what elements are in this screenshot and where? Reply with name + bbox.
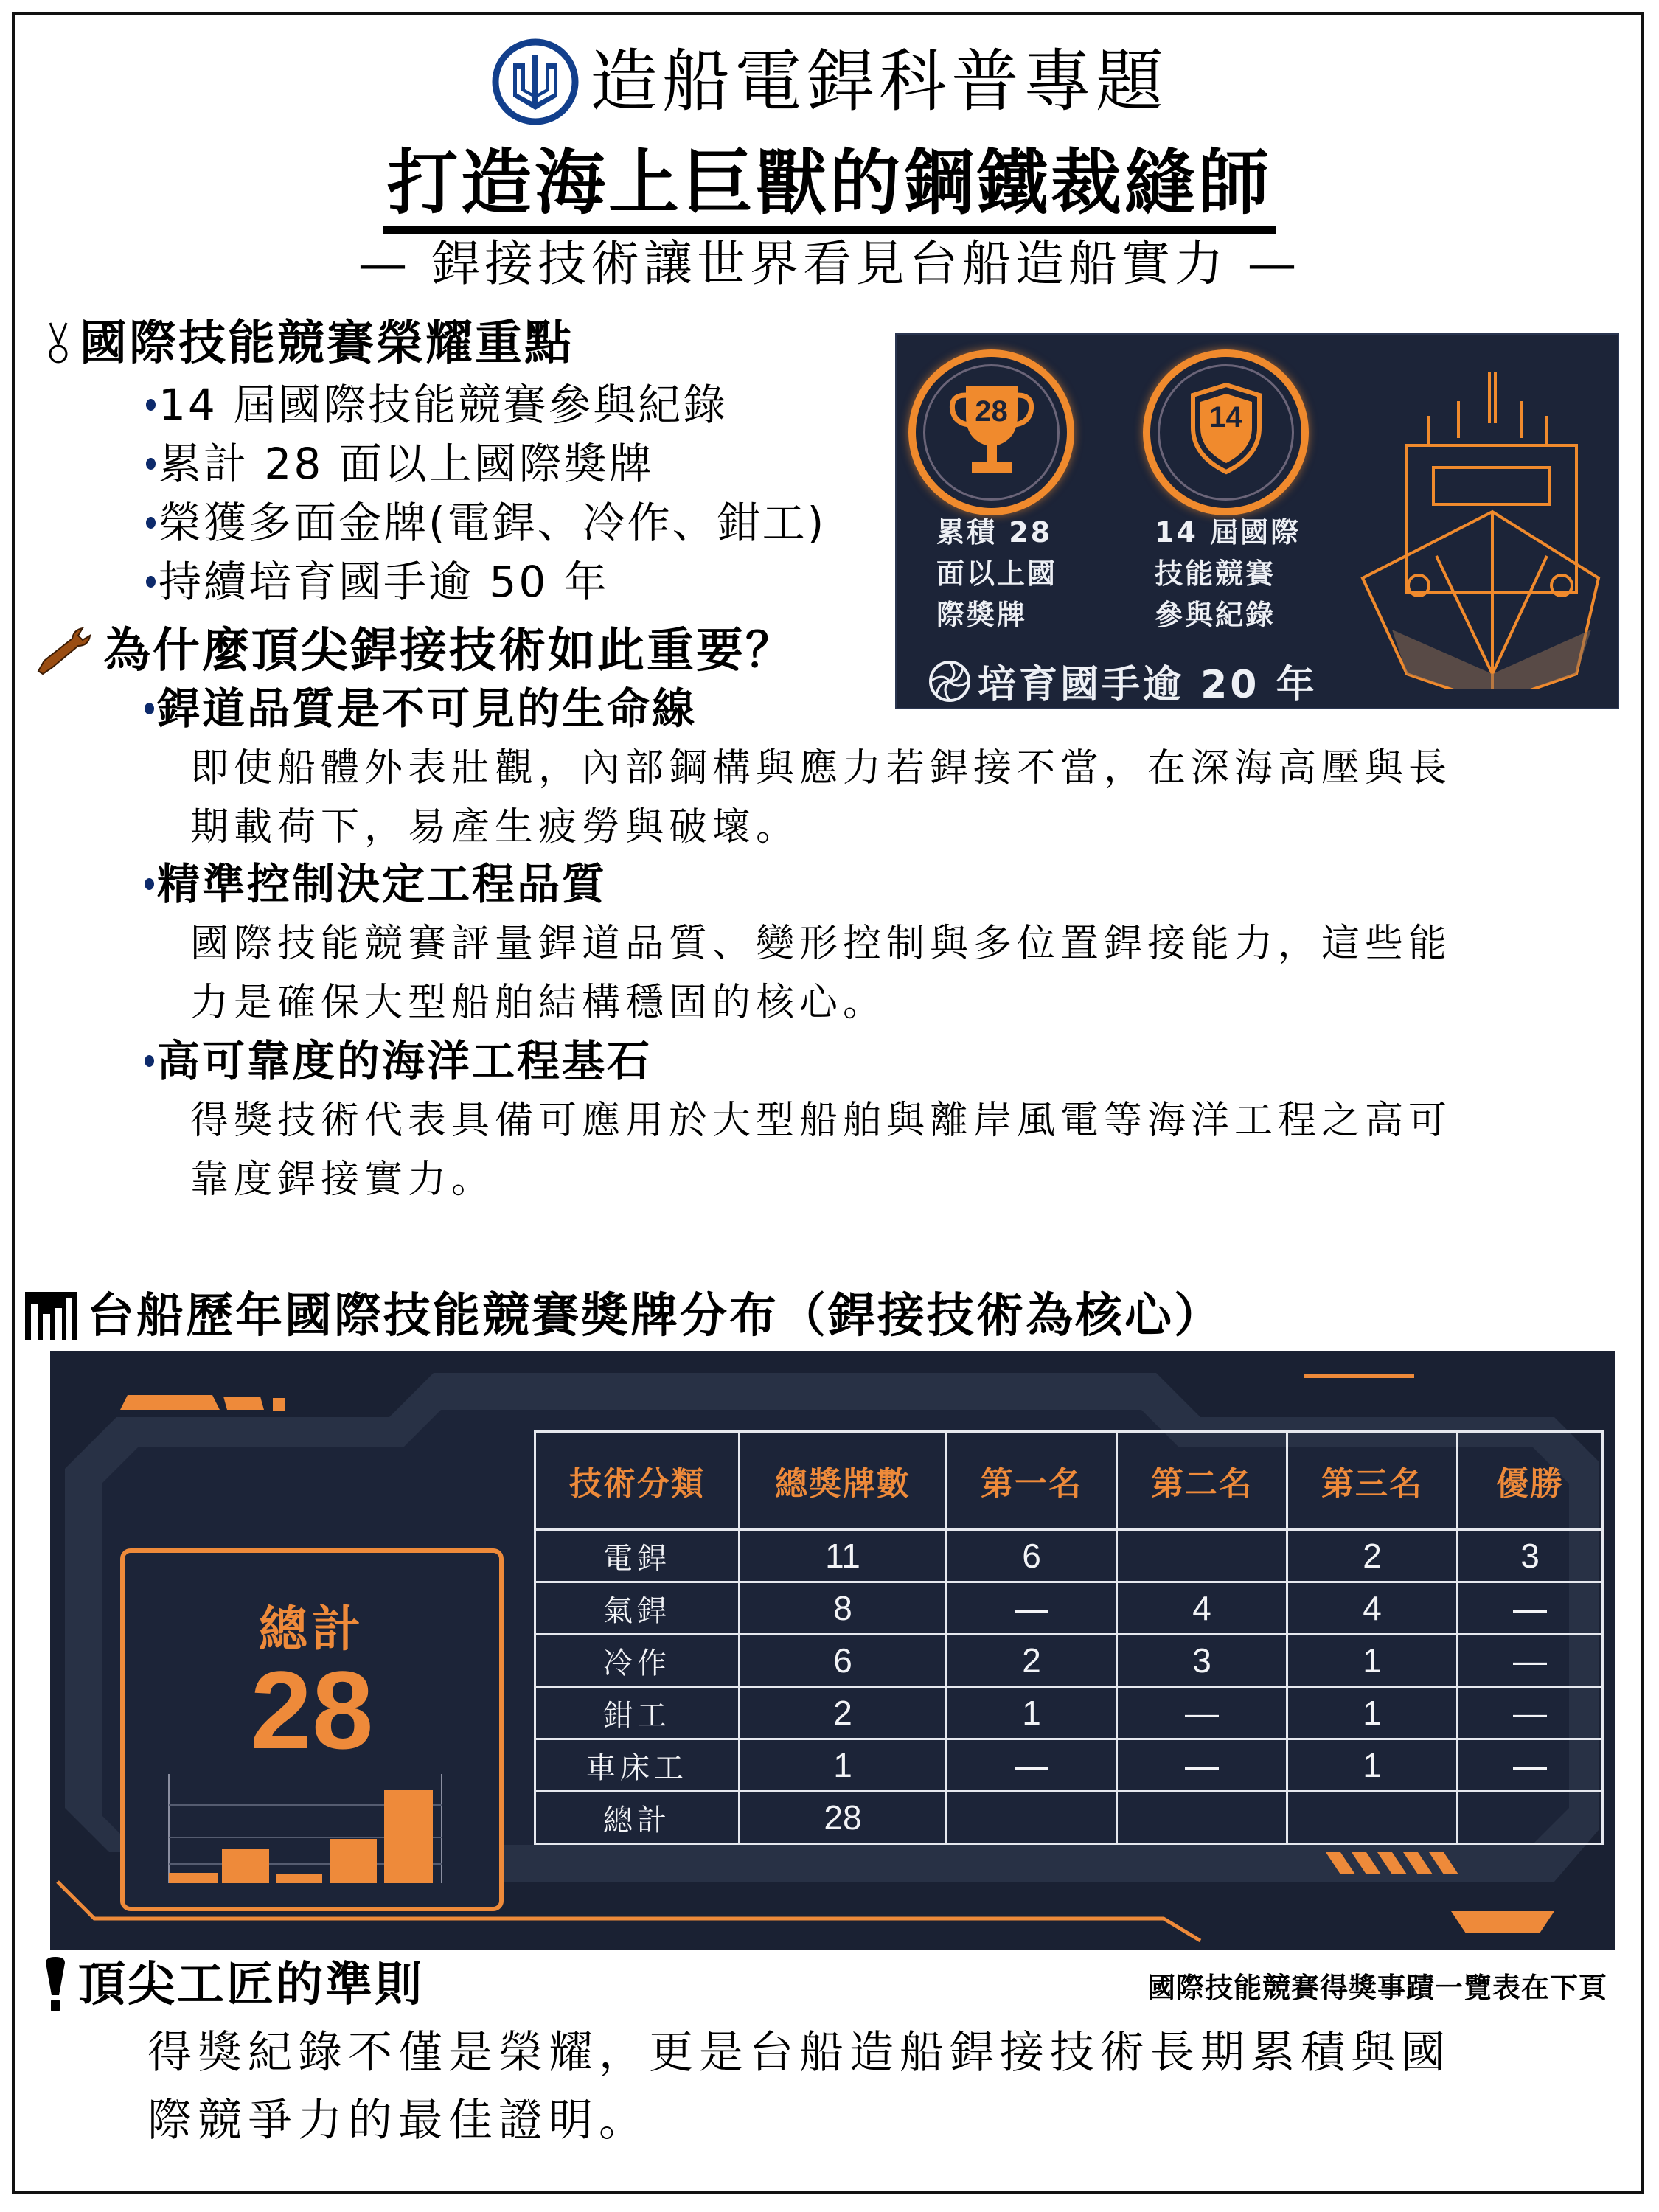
shield-badge	[1143, 349, 1309, 515]
series-title: 造船電銲科普專題	[589, 42, 1168, 121]
table-row: 車床工 1 — — 1 —	[535, 1739, 1603, 1792]
bullet-dot	[146, 517, 156, 529]
honors-bullet: 14 屆國際技能競賽參與紀錄	[146, 383, 728, 426]
bullet-dot	[146, 399, 156, 411]
mini-bar-chart	[167, 1774, 462, 1885]
aperture-icon	[928, 659, 972, 703]
series-header	[0, 34, 1659, 130]
column-header: 第三名	[1287, 1432, 1458, 1530]
company-logo-icon	[491, 38, 580, 126]
honors-bullet: 累計 28 面以上國際獎牌	[146, 442, 654, 485]
shield-caption: 14 屆國際 技能競賽 參與紀錄	[1155, 516, 1301, 631]
why-item-title: 精準控制決定工程品質	[145, 863, 607, 905]
column-header: 優勝	[1458, 1432, 1603, 1530]
medal-dashboard	[50, 1351, 1615, 1950]
bullet-dot	[145, 1055, 154, 1067]
trophy-caption: 累積 28 面以上國 際獎牌	[936, 516, 1058, 631]
shield-number: 14	[1209, 401, 1242, 434]
bullet-dot	[145, 878, 154, 890]
bullet-dot	[146, 576, 156, 588]
bar-chart-icon	[25, 1292, 77, 1340]
infographic-footer: 培育國手逾 20 年	[928, 653, 1318, 709]
table-header-row	[535, 1432, 1603, 1530]
table-row: 電銲 11 6 2 3	[535, 1530, 1603, 1582]
exclamation-icon	[43, 1957, 68, 2013]
why-item-body: 即使船體外表壯觀，內部鋼構與應力若銲接不當，在深海高壓與長 期載荷下，易產生疲勞與破壞。	[190, 746, 1453, 849]
column-header: 技術分類	[535, 1432, 740, 1530]
table-total-row: 總計 28	[535, 1792, 1603, 1844]
subtitle: — 銲接技術讓世界看見台船造船實力 —	[358, 235, 1301, 292]
medals-heading: 台船歷年國際技能競賽獎牌分布（銲接技術為核心）	[25, 1292, 1223, 1340]
why-item-title: 銲道品質是不可見的生命線	[145, 687, 697, 730]
trophy-icon	[944, 379, 1040, 490]
next-page-note: 國際技能競賽得獎事蹟一覽表在下頁	[1147, 1972, 1607, 2004]
why-item-title: 高可靠度的海洋工程基石	[145, 1040, 652, 1082]
honors-infographic	[895, 333, 1619, 709]
honors-bullet: 持續培育國手逾 50 年	[146, 560, 609, 603]
trophy-badge	[908, 349, 1074, 515]
bullet-dot	[145, 703, 154, 714]
table-row: 鉗工 2 1 — 1 —	[535, 1687, 1603, 1739]
column-header: 總獎牌數	[740, 1432, 947, 1530]
table-row: 冷作 6 2 3 1 —	[535, 1635, 1603, 1687]
why-heading: 為什麼頂尖銲接技術如此重要？	[34, 625, 795, 677]
table-row: 氣銲 8 — 4 4 —	[535, 1582, 1603, 1635]
honors-bullet: 榮獲多面金牌(電銲、冷作、鉗工)	[146, 501, 826, 544]
column-header: 第一名	[947, 1432, 1117, 1530]
trophy-number: 28	[975, 395, 1008, 428]
why-item-body: 得獎技術代表具備可應用於大型船舶與離岸風電等海洋工程之高可 靠度銲接實力。	[190, 1099, 1453, 1202]
total-medals-card: 總計 28	[120, 1548, 504, 1911]
main-title: 打造海上巨獸的鋼鐵裁縫師	[0, 144, 1659, 234]
ship-icon	[1348, 364, 1613, 689]
bullet-dot	[146, 458, 156, 470]
shield-icon	[1186, 382, 1267, 478]
medal-distribution-table	[534, 1430, 1604, 1845]
honors-heading: 國際技能競賽榮耀重點	[47, 320, 574, 367]
principle-body: 得獎紀錄不僅是榮耀，更是台船造船銲接技術長期累積與國 際競爭力的最佳證明。	[147, 2027, 1451, 2146]
principle-heading: 頂尖工匠的準則	[43, 1957, 424, 2013]
why-item-body: 國際技能競賽評量銲道品質、變形控制與多位置銲接能力，這些能 力是確保大型船舶結構穩固的核心。	[190, 922, 1453, 1025]
column-header: 第二名	[1117, 1432, 1287, 1530]
medal-icon	[47, 321, 69, 366]
wrench-icon	[34, 625, 93, 677]
